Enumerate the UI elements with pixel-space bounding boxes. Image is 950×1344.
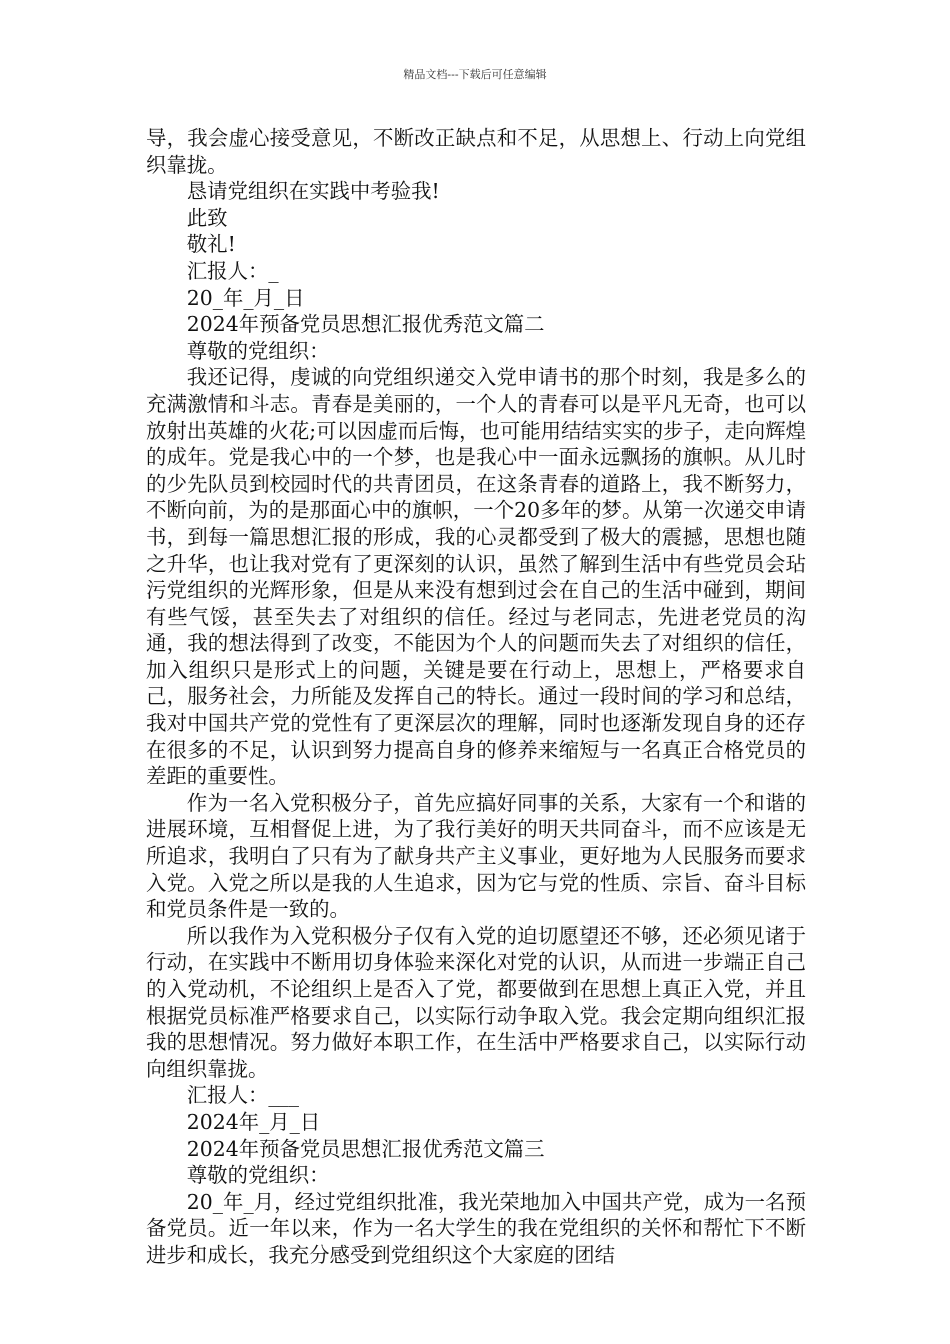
paragraph: 导，我会虚心接受意见，不断改正缺点和不足，从思想上、行动上向党组织靠拢。 [146, 126, 806, 177]
paragraph: 所以我作为入党积极分子仅有入党的迫切愿望还不够，还必须见诸于行动，在实践中不断用切身体验来深化对党的认识，从而进一步端正自己的入党动机，不论组织上是否入了党，都要做到在思想上真正入党，并且根据党员标准严格要求自己，以实际行动争取入党。我会定期向组织汇报我的思想情况。努力做好本职工作，在生活中严格要求自己，以实际行动向组织靠拢。 [146, 923, 806, 1081]
paragraph: 我还记得，虔诚的向党组织递交入党申请书的那个时刻，我是多么的充满激情和斗志。青春是美丽的，一个人的青春可以是平凡无奇，也可以放射出英雄的火花;可以因虚而后悔，也可能用结结实实的步子，走向辉煌的成年。党是我心中的一个梦，也是我心中一面永远飘扬的旗帜。从儿时的少先队员到校园时代的共青团员，在这条青春的道路上，我不断努力，不断向前，为的是那面心中的旗帜，一个20多年的梦。从第一次递交申请书，到每一篇思想汇报的形成，我的心灵都受到了极大的震撼，思想也随之升华，也让我对党有了更深刻的认识，虽然了解到生活中有些党员会玷污党组织的光辉形象，但是从来没有想到过会在自己的生活中碰到，期间有些气馁，甚至失去了对组织的信任。经过与老同志，先进老党员的沟通，我的想法得到了改变，不能因为个人的问题而失去了对组织的信任，加入组织只是形式上的问题，关键是要在行动上，思想上，严格要求自己，服务社会，力所能及发挥自己的特长。通过一段时间的学习和总结，我对中国共产党的党性有了更深层次的理解，同时也逐渐发现自身的还存在很多的不足，认识到努力提高自身的修养来缩短与一名真正合格党员的差距的重要性。 [146, 365, 806, 789]
page-header: 精品文档---下载后可任意编辑 [403, 68, 547, 81]
salutation: 尊敬的党组织： [186, 338, 330, 363]
section-title: 2024年预备党员思想汇报优秀范文篇三 [186, 1136, 545, 1161]
document-body [146, 125, 806, 1269]
reporter-line: 汇报人：___ [186, 1083, 299, 1108]
paragraph: 此致 [186, 205, 228, 230]
paragraph: 敬礼! [186, 232, 236, 257]
date-line: 2024年_月_日 [186, 1109, 321, 1134]
paragraph: 作为一名入党积极分子，首先应搞好同事的关系，大家有一个和谐的进展环境，互相督促上进，为了我行美好的明天共同奋斗，而不应该是无所追求，我明白了只有为了献身共产主义事业，更好地为人民服务而要求入党。入党之所以是我的人生追求，因为它与党的性质、宗旨、奋斗目标和党员条件是一致的。 [146, 790, 806, 922]
paragraph: 恳请党组织在实践中考验我! [186, 179, 440, 204]
date-line: 20_年_月_日 [186, 285, 305, 310]
salutation: 尊敬的党组织： [186, 1163, 330, 1188]
section-title: 2024年预备党员思想汇报优秀范文篇二 [186, 312, 545, 337]
paragraph: 20_年_月，经过党组织批准，我光荣地加入中国共产党，成为一名预备党员。近一年以来，作为一名大学生的我在党组织的关怀和帮忙下不断进步和成长，我充分感受到党组织这个大家庭的团结 [146, 1189, 806, 1267]
reporter-line: 汇报人：_ [186, 258, 279, 283]
